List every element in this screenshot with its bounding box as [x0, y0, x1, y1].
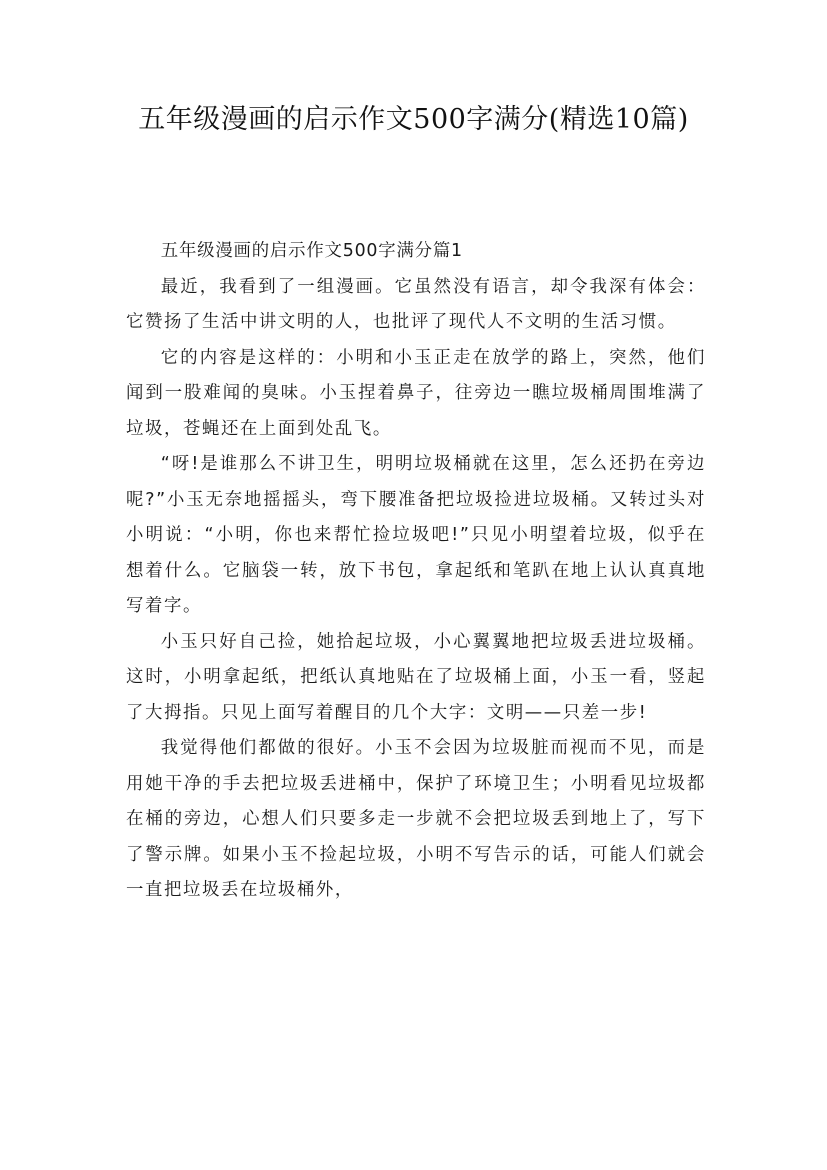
document-body [126, 234, 706, 909]
paragraph: 小玉只好自己捡，她拾起垃圾，小心翼翼地把垃圾丢进垃圾桶。这时，小明拿起纸，把纸认真地贴在了垃圾桶上面，小玉一看，竖起了大拇指。只见上面写着醒目的几个大字：文明——只差一步! [126, 631, 706, 723]
section-heading: 五年级漫画的启示作文500字满分篇1 [160, 241, 463, 261]
paragraph: 它的内容是这样的：小明和小玉正走在放学的路上，突然，他们闻到一股难闻的臭味。小玉捏着鼻子，往旁边一瞧垃圾桶周围堆满了垃圾，苍蝇还在上面到处乱飞。 [126, 347, 706, 439]
paragraph: 我觉得他们都做的很好。小玉不会因为垃圾脏而视而不见，而是用她干净的手去把垃圾丢进桶中，保护了环境卫生；小明看见垃圾都在桶的旁边，心想人们只要多走一步就不会把垃圾丢到地上了，写下了警示牌。如果小玉不捡起垃圾，小明不写告示的话，可能人们就会一直把垃圾丢在垃圾桶外， [126, 738, 706, 900]
document-title: 五年级漫画的启示作文500字满分(精选10篇) [138, 104, 689, 135]
paragraph: “呀!是谁那么不讲卫生，明明垃圾桶就在这里，怎么还扔在旁边呢?”小玉无奈地摇摇头，弯下腰准备把垃圾捡进垃圾桶。又转过头对小明说：“小明，你也来帮忙捡垃圾吧!”只见小明望着垃圾，似乎在想着什么。它脑袋一转，放下书包，拿起纸和笔趴在地上认认真真地写着字。 [126, 454, 706, 616]
paragraph: 最近，我看到了一组漫画。它虽然没有语言，却令我深有体会：它赞扬了生活中讲文明的人，也批评了现代人不文明的生活习惯。 [126, 276, 706, 332]
